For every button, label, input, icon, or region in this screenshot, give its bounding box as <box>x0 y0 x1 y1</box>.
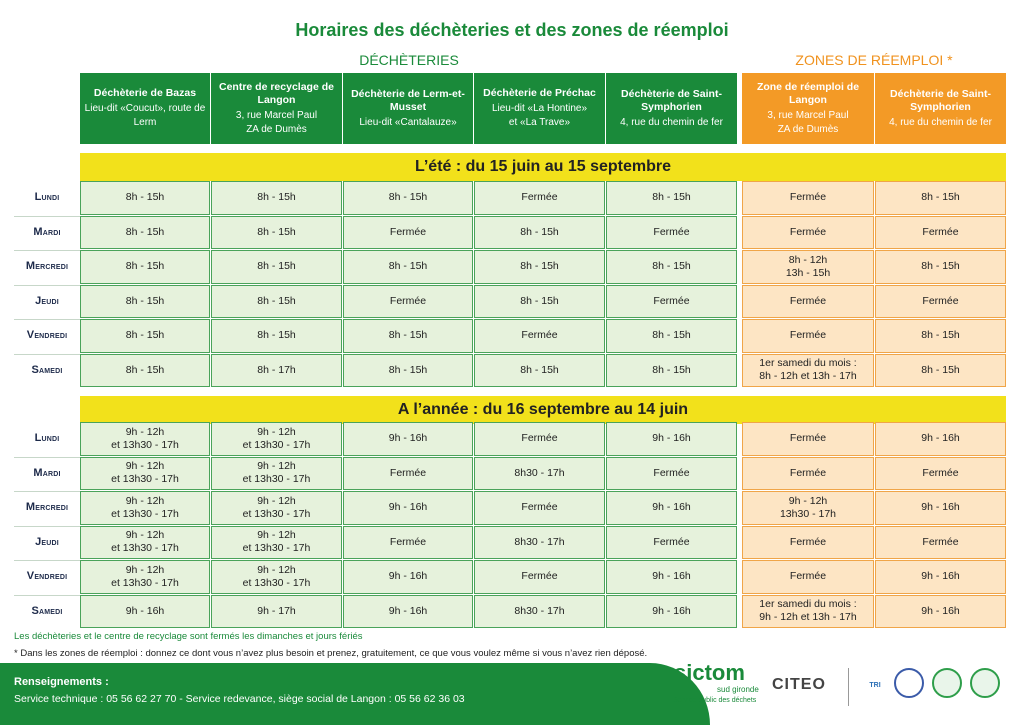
schedule-cell: 9h - 16h <box>80 595 210 629</box>
schedule-cell: 9h - 16h <box>875 422 1006 456</box>
schedule-cell: 9h - 16h <box>606 491 737 525</box>
day-label: Mercredi <box>25 501 69 514</box>
footer-title: Renseignements : <box>14 676 109 688</box>
site-address: Lieu-dit «Coucut», route de Lerm <box>84 103 206 128</box>
site-name: Déchèterie de Saint-Symphorien <box>890 87 991 113</box>
sictom-tagline: Service public des déchets <box>673 697 757 704</box>
schedule-cell: 8h - 15h <box>211 285 342 319</box>
schedule-cell: 9h - 16h <box>875 595 1006 629</box>
schedule-cell: 8h - 15h <box>606 250 737 284</box>
site-name: Déchèterie de Lerm-et-Musset <box>351 87 465 113</box>
day-label: Samedi <box>31 604 63 617</box>
schedule-cell: Fermée <box>474 422 605 456</box>
site-address: Lieu-dit «Cantalauze» <box>359 116 457 128</box>
schedule-cell: 8h - 15h <box>80 354 210 388</box>
schedule-cell: Fermée <box>474 181 605 215</box>
site-name: Déchèterie de Bazas <box>93 87 197 99</box>
day-label: Mardi <box>33 466 61 479</box>
row-divider <box>14 526 80 527</box>
schedule-cell: 8h30 - 17h <box>474 457 605 491</box>
schedule-cell: Fermée <box>343 526 473 560</box>
schedule-cell: Fermée <box>742 181 874 215</box>
schedule-cell: Fermée <box>875 457 1006 491</box>
schedule-cell: 8h - 15h <box>875 319 1006 353</box>
row-divider <box>14 319 80 320</box>
schedule-cell: 8h - 15h <box>80 319 210 353</box>
schedule-cell: Fermée <box>474 319 605 353</box>
tri-logo: TRI <box>869 682 881 689</box>
site-name: Déchèterie de Saint-Symphorien <box>621 87 722 113</box>
row-divider <box>14 491 80 492</box>
site-address: Lieu-dit «La Hontine» et «La Trave» <box>491 103 588 128</box>
season-banner-year: A l’année : du 16 septembre au 14 juin <box>80 396 1006 424</box>
site-address: 3, rue Marcel Paul ZA de Dumès <box>767 109 849 135</box>
row-divider <box>14 285 80 286</box>
schedule-cell: 8h - 15h <box>80 285 210 319</box>
schedule-cell: 8h - 15h <box>474 285 605 319</box>
schedule-cell: 8h - 15h <box>211 216 342 250</box>
schedule-cell: 1er samedi du mois : 8h - 12h et 13h - 17h <box>742 354 874 388</box>
site-header <box>606 73 737 144</box>
schedule-cell: Fermée <box>343 457 473 491</box>
schedule-cell: 9h - 12h et 13h30 - 17h <box>80 560 210 594</box>
site-address: 4, rue du chemin de fer <box>889 116 992 128</box>
site-header <box>742 73 874 144</box>
schedule-cell: 8h - 12h 13h - 15h <box>742 250 874 284</box>
schedule-cell: Fermée <box>474 560 605 594</box>
schedule-cell: Fermée <box>742 457 874 491</box>
schedule-cell: 8h - 15h <box>606 354 737 388</box>
day-label: Mercredi <box>25 260 69 273</box>
schedule-cell: 8h30 - 17h <box>474 595 605 629</box>
schedule-cell: 8h - 15h <box>343 181 473 215</box>
schedule-cell: Fermée <box>742 285 874 319</box>
recycle-badge-icon <box>970 668 1000 698</box>
schedule-cell: 8h - 15h <box>474 354 605 388</box>
schedule-cell: 8h - 15h <box>211 319 342 353</box>
schedule-cell: 8h - 15h <box>606 181 737 215</box>
site-name: Déchèterie de Préchac <box>483 87 596 99</box>
schedule-cell: 9h - 16h <box>343 491 473 525</box>
schedule-cell: Fermée <box>606 285 737 319</box>
row-divider <box>14 560 80 561</box>
schedule-cell: Fermée <box>875 216 1006 250</box>
schedule-cell: 9h - 16h <box>343 422 473 456</box>
schedule-cell: 8h - 15h <box>80 216 210 250</box>
schedule-cell: Fermée <box>474 491 605 525</box>
schedule-cell: 8h - 15h <box>875 354 1006 388</box>
schedule-cell: 8h - 15h <box>80 250 210 284</box>
row-divider <box>14 457 80 458</box>
schedule-cell: 9h - 16h <box>343 560 473 594</box>
schedule-cell: 9h - 12h et 13h30 - 17h <box>80 491 210 525</box>
schedule-cell: 9h - 16h <box>343 595 473 629</box>
site-header <box>80 73 210 144</box>
day-label: Samedi <box>31 363 63 376</box>
schedule-cell: 9h - 12h et 13h30 - 17h <box>80 526 210 560</box>
site-header <box>875 73 1006 144</box>
schedule-cell: 1er samedi du mois : 9h - 12h et 13h - 17h <box>742 595 874 629</box>
schedule-cell: Fermée <box>606 457 737 491</box>
schedule-cell: Fermée <box>742 422 874 456</box>
schedule-cell: 9h - 12h et 13h30 - 17h <box>211 422 342 456</box>
schedule-cell: 8h30 - 17h <box>474 526 605 560</box>
schedule-cell: 9h - 12h et 13h30 - 17h <box>211 457 342 491</box>
note-reemploi: * Dans les zones de réemploi : donnez ce dont vous n’avez plus besoin et prenez, gratuitement, ce que vous voulez même si vous n’avez rien déposé. <box>14 648 648 659</box>
schedule-cell: 9h - 16h <box>606 560 737 594</box>
schedule-cell: 8h - 15h <box>211 250 342 284</box>
site-name: Zone de réemploi de Langon <box>756 80 860 106</box>
site-header <box>474 73 605 144</box>
site-address: 3, rue Marcel Paul ZA de Dumès <box>235 109 318 135</box>
schedule-cell: 8h - 17h <box>211 354 342 388</box>
day-label: Mardi <box>33 225 61 238</box>
schedule-cell: Fermée <box>875 285 1006 319</box>
sictom-logo: sictom <box>674 660 745 685</box>
schedule-cell: Fermée <box>343 285 473 319</box>
schedule-cell: Fermée <box>606 526 737 560</box>
day-label: Vendredi <box>26 570 68 583</box>
schedule-cell: 9h - 12h et 13h30 - 17h <box>211 560 342 594</box>
day-label: Jeudi <box>35 535 59 548</box>
schedule-cell: 8h - 15h <box>474 250 605 284</box>
schedule-cell: Fermée <box>606 216 737 250</box>
row-divider <box>14 595 80 596</box>
citeo-logo: CITEO <box>772 676 826 693</box>
schedule-cell: 9h - 12h 13h30 - 17h <box>742 491 874 525</box>
page-title: Horaires des déchèteries et des zones de réemploi <box>295 20 729 40</box>
footer-contact: Service technique : 05 56 62 27 70 - Service redevance, siège social de Langon : 05 56 62 36 03 <box>14 693 465 705</box>
row-divider <box>14 216 80 217</box>
schedule-cell: 9h - 16h <box>875 491 1006 525</box>
ademe-badge-icon <box>894 668 924 698</box>
schedule-cell: 9h - 12h et 13h30 - 17h <box>80 457 210 491</box>
site-header <box>211 73 342 144</box>
schedule-cell: Fermée <box>742 319 874 353</box>
label-badge-icon <box>932 668 962 698</box>
schedule-cell: 9h - 16h <box>875 560 1006 594</box>
schedule-cell: Fermée <box>875 526 1006 560</box>
schedule-cell: Fermée <box>742 216 874 250</box>
schedule-cell: 8h - 15h <box>343 319 473 353</box>
schedule-cell: 8h - 15h <box>474 216 605 250</box>
schedule-cell: Fermée <box>742 560 874 594</box>
schedule-cell: 8h - 15h <box>211 181 342 215</box>
row-divider <box>14 354 80 355</box>
day-label: Lundi <box>34 432 60 445</box>
schedule-cell: 8h - 15h <box>343 250 473 284</box>
logo-divider <box>848 668 849 706</box>
schedule-cell: 8h - 15h <box>875 250 1006 284</box>
season-banner-summer: L’été : du 15 juin au 15 septembre <box>80 153 1006 181</box>
note-closed-days: Les déchèteries et le centre de recyclage sont fermés les dimanches et jours fériés <box>14 631 363 642</box>
schedule-cell: 9h - 16h <box>606 595 737 629</box>
schedule-cell: Fermée <box>343 216 473 250</box>
group-label-decheteries: DÉCHÈTERIES <box>359 52 459 68</box>
schedule-cell: 9h - 12h et 13h30 - 17h <box>80 422 210 456</box>
schedule-cell: 9h - 12h et 13h30 - 17h <box>211 491 342 525</box>
schedule-cell: 9h - 12h et 13h30 - 17h <box>211 526 342 560</box>
schedule-cell: 9h - 16h <box>606 422 737 456</box>
site-name: Centre de recyclage de Langon <box>219 80 334 106</box>
group-label-reemploi: ZONES DE RÉEMPLOI * <box>795 52 953 68</box>
schedule-cell: 8h - 15h <box>80 181 210 215</box>
day-label: Lundi <box>34 191 60 204</box>
sictom-logo-subtitle: sud gironde <box>717 685 759 694</box>
row-divider <box>14 250 80 251</box>
schedule-cell: 8h - 15h <box>343 354 473 388</box>
schedule-cell: 8h - 15h <box>875 181 1006 215</box>
site-header <box>343 73 473 144</box>
day-label: Jeudi <box>35 294 59 307</box>
day-label: Vendredi <box>26 329 68 342</box>
site-address: 4, rue du chemin de fer <box>620 116 723 128</box>
schedule-cell: 9h - 17h <box>211 595 342 629</box>
schedule-cell: Fermée <box>742 526 874 560</box>
schedule-cell: 8h - 15h <box>606 319 737 353</box>
